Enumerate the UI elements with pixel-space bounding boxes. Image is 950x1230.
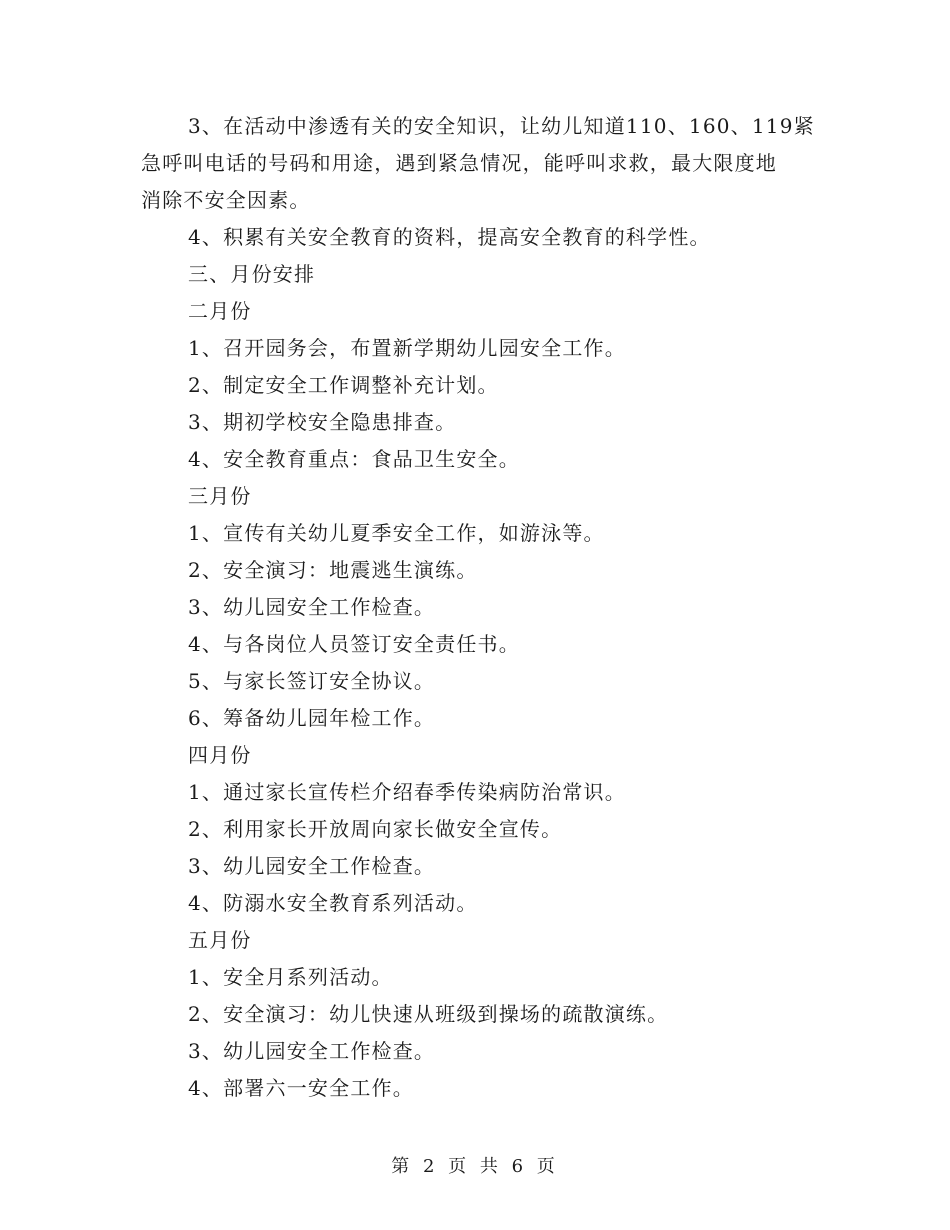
list-item: 4、防溺水安全教育系列活动。 — [188, 891, 478, 915]
month-heading: 三月份 — [188, 484, 252, 508]
month-heading: 五月份 — [188, 928, 252, 952]
list-item: 3、幼儿园安全工作检查。 — [188, 595, 436, 619]
body-line: 消除不安全因素。 — [141, 188, 311, 212]
list-item: 5、与家长签订安全协议。 — [188, 669, 436, 693]
month-heading: 二月份 — [188, 299, 252, 323]
document-body — [141, 108, 821, 1107]
body-line: 3、在活动中渗透有关的安全知识，让幼儿知道110、160、119紧 — [188, 114, 815, 138]
list-item: 1、宣传有关幼儿夏季安全工作，如游泳等。 — [188, 521, 605, 545]
page-footer — [0, 1152, 950, 1178]
body-line: 4、积累有关安全教育的资料，提高安全教育的科学性。 — [188, 225, 711, 249]
list-item: 2、安全演习：地震逃生演练。 — [188, 558, 478, 582]
list-item: 3、幼儿园安全工作检查。 — [188, 1039, 436, 1063]
list-item: 2、安全演习：幼儿快速从班级到操场的疏散演练。 — [188, 1002, 669, 1026]
list-item: 4、部署六一安全工作。 — [188, 1076, 414, 1100]
list-item: 3、期初学校安全隐患排查。 — [188, 410, 457, 434]
list-item: 1、召开园务会，布置新学期幼儿园安全工作。 — [188, 336, 626, 360]
list-item: 1、通过家长宣传栏介绍春季传染病防治常识。 — [188, 780, 626, 804]
list-item: 4、与各岗位人员签订安全责任书。 — [188, 632, 520, 656]
list-item: 2、制定安全工作调整补充计划。 — [188, 373, 499, 397]
section-heading: 三、月份安排 — [188, 262, 316, 286]
list-item: 3、幼儿园安全工作检查。 — [188, 854, 436, 878]
body-line: 急呼叫电话的号码和用途，遇到紧急情况，能呼叫求救，最大限度地 — [141, 151, 777, 175]
list-item: 2、利用家长开放周向家长做安全宣传。 — [188, 817, 563, 841]
month-heading: 四月份 — [188, 743, 252, 767]
list-item: 1、安全月系列活动。 — [188, 965, 393, 989]
list-item: 4、安全教育重点：食品卫生安全。 — [188, 447, 520, 471]
page-number-label: 第 2 页 共 6 页 — [391, 1156, 559, 1177]
list-item: 6、筹备幼儿园年检工作。 — [188, 706, 436, 730]
